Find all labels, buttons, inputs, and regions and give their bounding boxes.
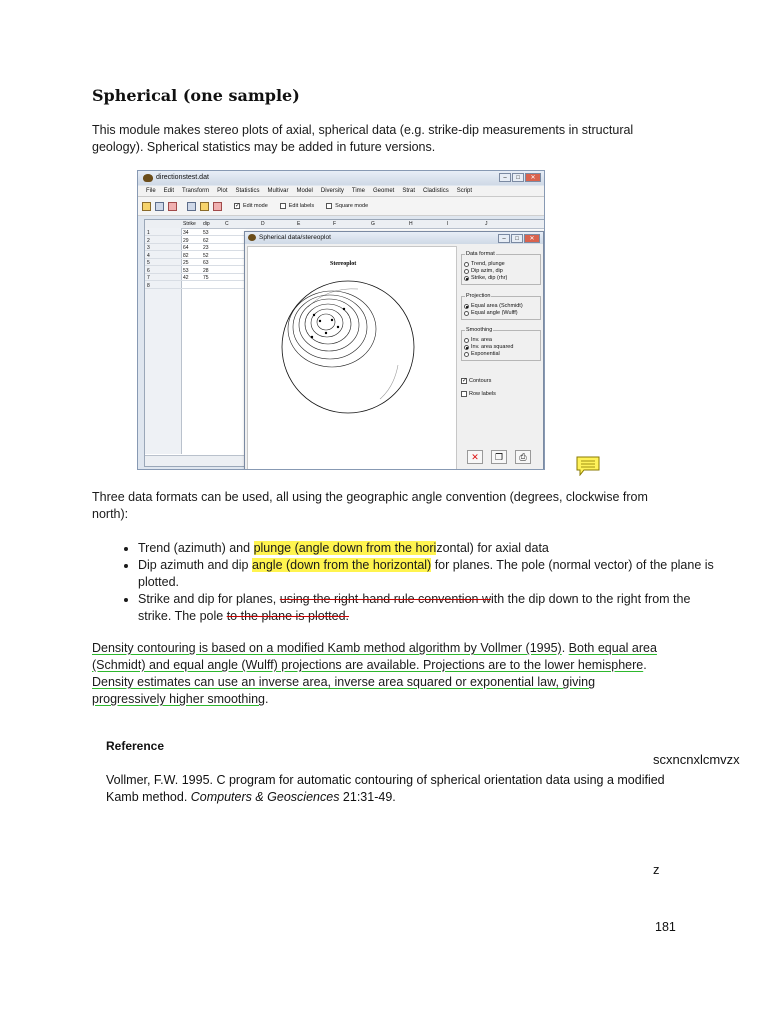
radio-button[interactable] (464, 338, 469, 343)
row-header[interactable]: 8 (147, 282, 150, 289)
smoothing-option[interactable] (464, 344, 538, 351)
row-header[interactable]: 6 (147, 267, 150, 274)
close-icon[interactable]: ✕ (525, 173, 541, 182)
highlight: plunge (angle down from the hori (253, 541, 437, 555)
deleted-text: using the right-hand rule convention w (279, 592, 491, 606)
main-window-title: directionstest.dat (156, 174, 209, 181)
row-labels-checkbox[interactable] (461, 391, 467, 397)
table-cell[interactable]: 82 (183, 252, 189, 259)
stereoplot-canvas (247, 246, 457, 470)
section-title: Spherical (one sample) (92, 86, 300, 105)
column-header[interactable]: E (297, 221, 301, 227)
row-divider (145, 288, 245, 289)
option-label: Equal area (Schmidt) (471, 303, 523, 309)
radio-button[interactable] (464, 269, 469, 274)
menu-item-statistics[interactable]: Statistics (235, 188, 260, 194)
projection-group: Projection Equal area (Schmidt) Equal angle (Wulff) (461, 296, 541, 320)
row-divider (145, 250, 245, 251)
comment-icon[interactable] (576, 456, 600, 476)
row-header[interactable]: 1 (147, 230, 150, 236)
data-point (343, 308, 345, 310)
table-cell[interactable]: 75 (203, 275, 209, 281)
close-dialog-button[interactable]: ✕ (467, 450, 483, 464)
main-window-titlebar (138, 171, 544, 185)
stereoplot-dialog (244, 231, 544, 470)
option-label: Equal angle (Wulff) (471, 310, 518, 316)
column-header[interactable]: I (447, 221, 449, 227)
data-point (325, 332, 327, 334)
dialog-close-icon[interactable]: ✕ (524, 234, 540, 243)
option-label: Dip azim, dip (471, 268, 503, 274)
row-header[interactable]: 7 (147, 275, 150, 281)
open-folder-icon[interactable] (142, 202, 151, 211)
menu-item-diversity[interactable]: Diversity (320, 188, 344, 194)
reference-heading: Reference (106, 739, 165, 753)
option-label: Inv. area squared (471, 344, 514, 350)
menu-item-file[interactable]: File (146, 188, 156, 194)
table-cell[interactable]: 53 (203, 230, 209, 236)
data-point (313, 314, 315, 316)
row-header[interactable]: 2 (147, 237, 150, 244)
options-panel (459, 246, 541, 468)
data-point (311, 336, 313, 338)
contours-checkbox[interactable]: ✓ (462, 378, 468, 384)
dialog-buttons (467, 450, 531, 464)
radio-button[interactable] (464, 304, 469, 309)
paste-icon[interactable] (213, 202, 222, 211)
close-file-icon[interactable] (168, 202, 177, 211)
primitive-circle (282, 281, 414, 413)
smoothing-option[interactable] (464, 337, 538, 344)
menu-item-strat[interactable]: Strat (402, 188, 416, 194)
option-label: Trend, plunge (471, 261, 505, 267)
menu-item-cladistics[interactable]: Cladistics (423, 188, 449, 194)
edit-labels-checkbox[interactable] (280, 203, 286, 209)
dialog-app-icon (248, 234, 256, 241)
density-paragraph: Density contouring is based on a modified Kamb method algorithm by Vollmer (1995). Both equal area (Schmidt) and equal angle (Wulff) projections are available. Projections are to the lower hemisphere. Density estimates can use an inverse area, inverse area squared or exponential law, giving progressively higher smoothing. (92, 641, 657, 706)
row-header[interactable]: 4 (147, 252, 150, 259)
column-header[interactable]: J (485, 221, 488, 227)
table-cell[interactable]: 25 (183, 260, 189, 266)
option-label: Strike, dip (rhr) (471, 275, 508, 281)
projection-option[interactable] (464, 310, 538, 317)
radio-button[interactable] (464, 262, 469, 267)
minimize-icon[interactable]: – (499, 173, 511, 182)
smoothing-group: Smoothing Inv. area Inv. area squared Exponential (461, 330, 541, 361)
radio-button[interactable] (464, 311, 469, 316)
row-divider (145, 258, 245, 259)
radio-button[interactable] (464, 345, 469, 350)
table-cell[interactable]: 64 (183, 245, 189, 251)
table-cell[interactable]: 28 (203, 267, 209, 274)
window-controls (499, 173, 541, 182)
row-header[interactable]: 3 (147, 245, 150, 251)
journal-name: Computers & Geosciences (190, 790, 340, 804)
data-format-option[interactable] (464, 275, 538, 282)
formats-intro: Three data formats can be used, all using the geographic angle convention (degrees, clockwise from north): (92, 490, 648, 521)
smoothing-option[interactable] (464, 351, 538, 358)
grammar-flagged-text: Both equal area (Schmidt) and equal angle (Wulff) projections are available. Projections are to the lower hemisphere (92, 641, 657, 672)
radio-button[interactable] (464, 276, 469, 281)
stereonet-svg (248, 247, 456, 469)
page-number: 181 (655, 920, 676, 934)
save-icon[interactable] (155, 202, 164, 211)
menu-item-edit[interactable]: Edit (163, 188, 175, 194)
row-divider (145, 280, 245, 281)
plot-title: Stereoplot (330, 261, 357, 267)
row-headers (145, 228, 182, 454)
highlight: angle (down from the horizontal) (251, 558, 432, 572)
copy-plot-button[interactable]: ❐ (491, 450, 507, 464)
cut-icon[interactable] (187, 202, 196, 211)
row-divider (145, 265, 245, 266)
data-point (319, 320, 321, 322)
data-point (331, 319, 333, 321)
contour-2 (293, 295, 367, 359)
contour-3 (299, 299, 359, 351)
intro-paragraph: This module makes stereo plots of axial, spherical data (e.g. strike-dip measurements in structural geology). Spherical statistics may be added in future versions. (92, 123, 634, 154)
table-cell[interactable]: 42 (183, 275, 189, 281)
shading-arc-2 (380, 365, 398, 399)
stray-letter: z (653, 862, 660, 877)
data-format-option[interactable] (464, 261, 538, 268)
edit-mode-toggle[interactable]: ✓ Edit mode (235, 203, 268, 209)
edit-mode-checkbox[interactable]: ✓ (235, 203, 241, 209)
row-header[interactable]: 5 (147, 260, 150, 266)
contour-1 (288, 291, 376, 367)
dialog-title: Spherical data/stereoplot (259, 234, 331, 241)
formats-list (92, 540, 723, 625)
radio-button[interactable] (464, 352, 469, 357)
option-label: Inv. area (471, 337, 492, 343)
column-header[interactable]: G (371, 221, 375, 227)
column-header[interactable]: dip (203, 221, 210, 227)
menu-item-multivar[interactable]: Multivar (267, 188, 289, 194)
data-point (337, 326, 339, 328)
grammar-flagged-text: Density estimates can use an inverse area, inverse area squared or exponential law, giving progressively higher smoothing (92, 675, 596, 706)
data-format-group: Data format Trend, plunge Dip azim, dip Strike, dip (rhr) (461, 254, 541, 285)
print-button[interactable]: ⎙ (515, 450, 531, 464)
column-header[interactable]: C (225, 221, 229, 227)
data-format-option[interactable] (464, 268, 538, 275)
menu-item-transform[interactable]: Transform (182, 188, 210, 194)
row-divider (145, 235, 245, 236)
menu-item-time[interactable]: Time (351, 188, 365, 194)
list-item: • Dip azimuth and dip angle (down from the horizontal) for planes. The pole (normal vector) of the plane is plotted. (138, 557, 723, 591)
square-mode-checkbox[interactable] (326, 203, 332, 209)
dialog-window-controls (498, 234, 540, 243)
table-cell[interactable]: 23 (203, 245, 209, 251)
menu-item-geomet[interactable]: Geomet (373, 188, 395, 194)
table-cell[interactable]: 62 (203, 237, 209, 244)
maximize-icon[interactable]: □ (512, 173, 524, 182)
dialog-titlebar (245, 232, 543, 244)
table-cell[interactable]: 52 (203, 252, 209, 259)
column-header[interactable]: F (333, 221, 337, 227)
table-cell[interactable]: 34 (183, 230, 189, 236)
option-label: Exponential (471, 351, 500, 357)
row-labels-toggle[interactable]: Row labels (461, 391, 496, 397)
menu-item-model[interactable]: Model (296, 188, 313, 194)
menu-item-plot[interactable]: Plot (217, 188, 228, 194)
contours-toggle[interactable]: ✓ Contours (462, 378, 492, 384)
turtle-app-icon (143, 174, 153, 182)
column-header[interactable]: D (261, 221, 265, 227)
application-screenshot (137, 170, 545, 470)
dialog-maximize-icon[interactable]: □ (511, 234, 523, 243)
square-mode-toggle[interactable]: Square mode (326, 203, 368, 209)
dialog-minimize-icon[interactable]: – (498, 234, 510, 243)
grammar-flagged-text: Density contouring is based on a modified Kamb method algorithm by Vollmer (1995) (92, 641, 562, 655)
table-cell[interactable]: 53 (183, 267, 189, 274)
projection-option[interactable] (464, 303, 538, 310)
column-header[interactable]: Strike (183, 221, 196, 227)
menu-bar (138, 186, 544, 197)
table-cell[interactable]: 29 (183, 237, 189, 244)
toolbar (138, 197, 544, 216)
column-header[interactable]: H (409, 221, 413, 227)
stray-text: scxncnxlcmvzx (653, 752, 740, 767)
row-divider (145, 273, 245, 274)
list-item: • Strike and dip for planes, using the right-hand rule convention with the dip down to the right from the strike. The pole to the plane is plotted. (138, 591, 723, 625)
copy-icon[interactable] (200, 202, 209, 211)
menu-item-script[interactable]: Script (456, 188, 473, 194)
row-divider (145, 243, 245, 244)
table-cell[interactable]: 63 (203, 260, 209, 266)
edit-labels-toggle[interactable]: Edit labels (280, 203, 314, 209)
list-item: • Trend (azimuth) and plunge (angle down from the horizontal) for axial data (138, 540, 723, 557)
column-headers (145, 220, 545, 229)
deleted-text: to the plane is plotted. (226, 609, 350, 623)
reference-citation: Vollmer, F.W. 1995. C program for automatic contouring of spherical orientation data using a modified Kamb method. Computers & Geosciences 21:31-49. (106, 773, 665, 804)
